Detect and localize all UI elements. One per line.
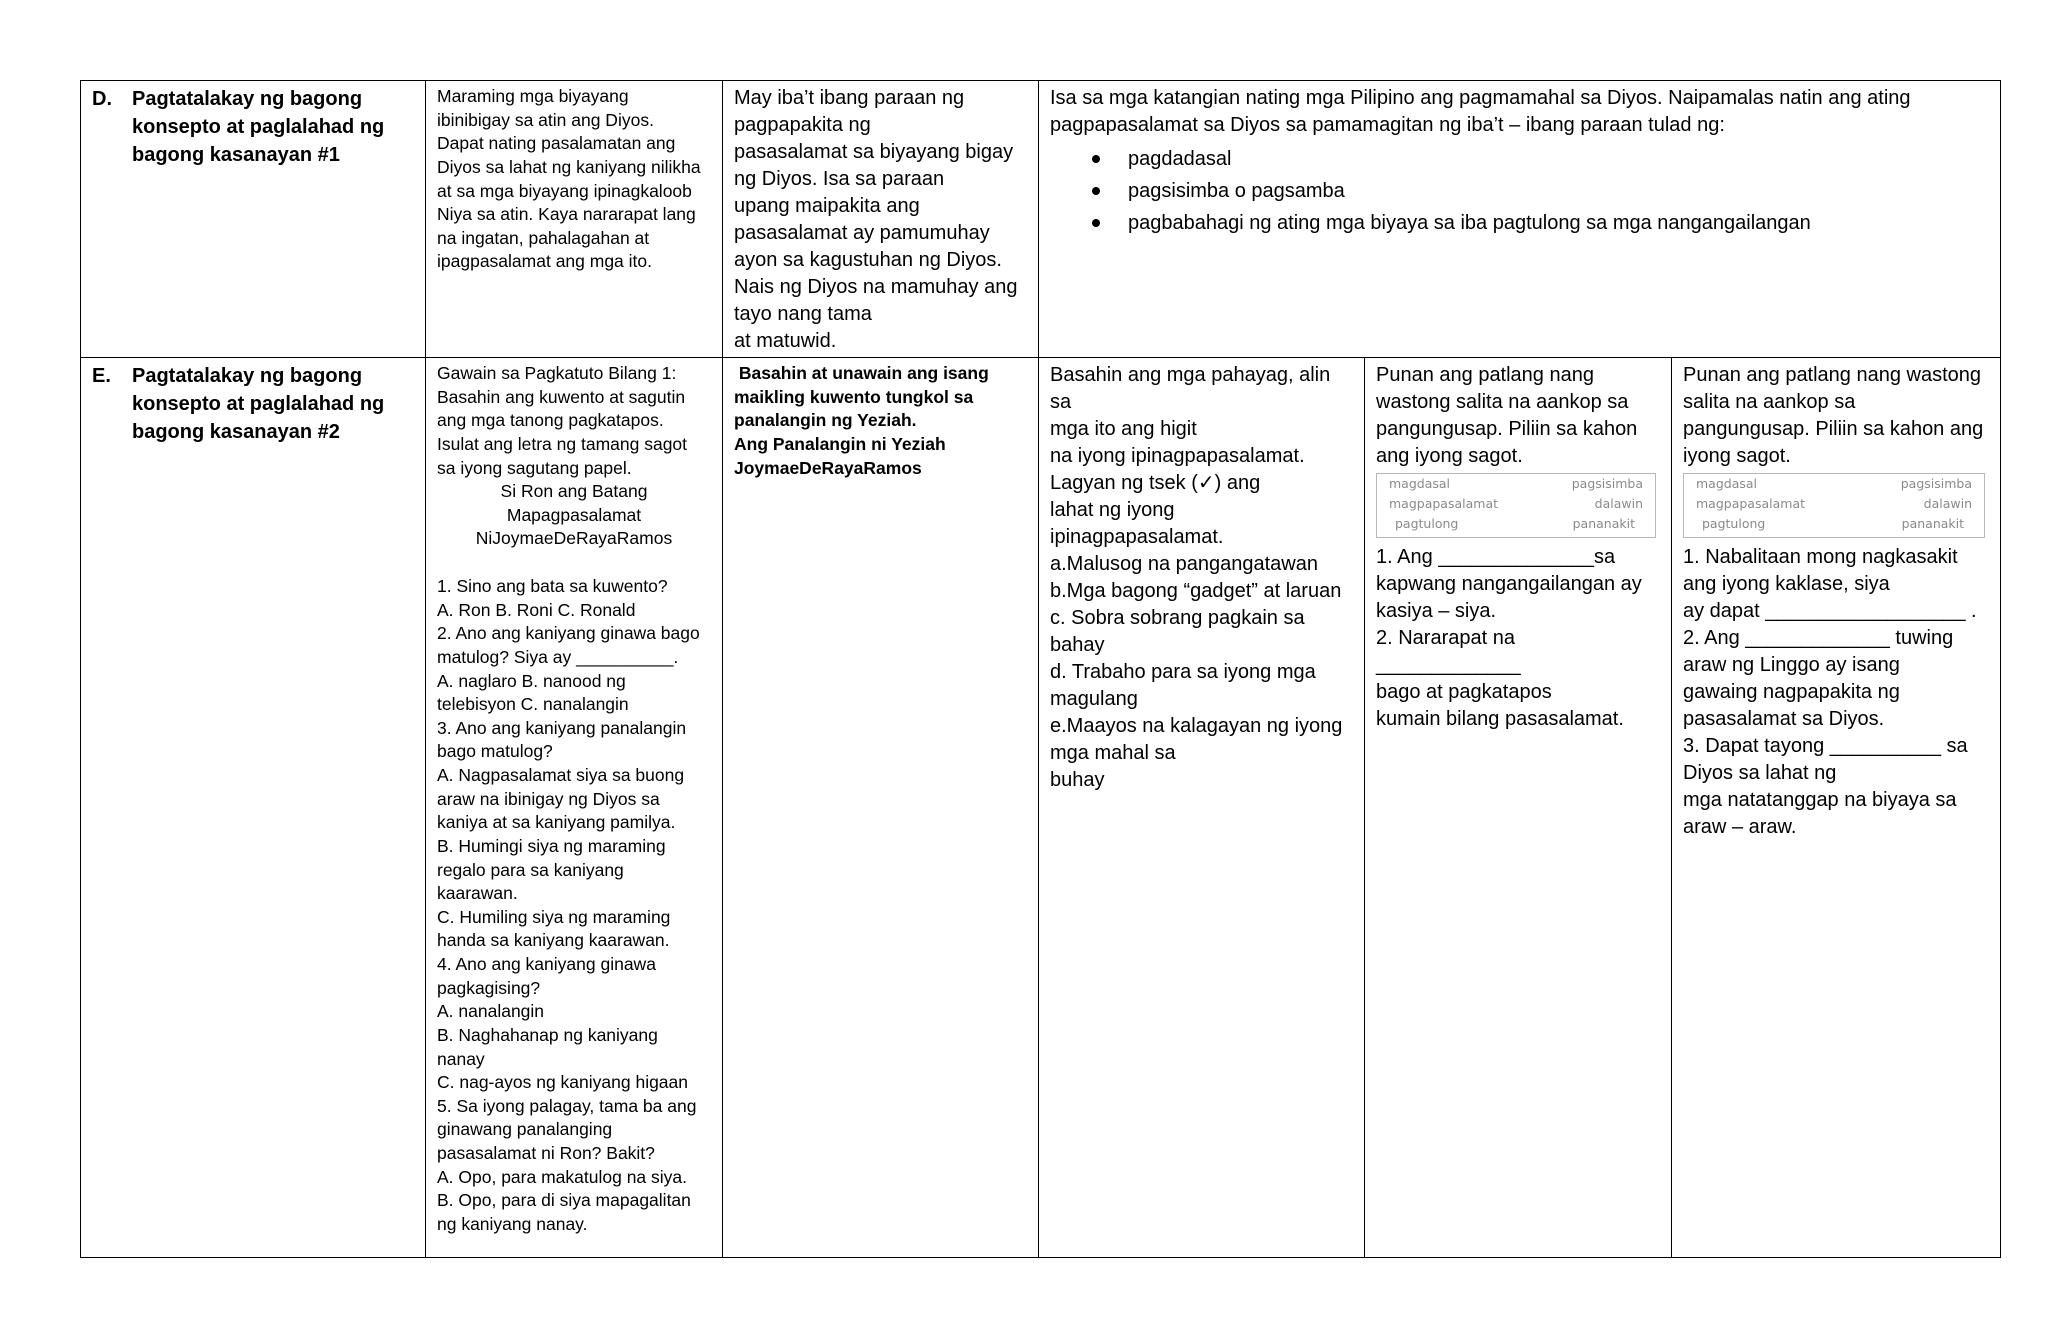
checklist-line: lahat ng iyong	[1050, 499, 1175, 521]
row-d-col2-line: Niya sa atin. Kaya nararapat lang	[437, 204, 696, 225]
fill-blank-intro-line: wastong salita na aankop sa	[1376, 391, 1629, 413]
word-choice: pananakit	[1901, 515, 1965, 531]
fill-blank-item-line: pasasalamat sa Diyos.	[1683, 707, 1885, 730]
row-d-title: Pagtatalakay ng bagong konsepto at paglalahad ng bagong kasanayan #1	[132, 88, 385, 166]
word-choice: pananakit	[1572, 515, 1635, 531]
row-d-intro-line: Isa sa mga katangian nating mga Pilipino ang pagmamahal sa Diyos. Naipamalas natin ang ating	[1050, 87, 1911, 109]
row-d-col3-line: upang maipakita ang	[734, 195, 920, 217]
fill-blank-item-line: bago at pagkatapos	[1376, 680, 1552, 703]
activity-intro-line: sa iyong sagutang papel.	[437, 457, 632, 478]
fill-blank-item-line: 2. Ang _____________ tuwing	[1683, 626, 1954, 649]
fill-blank-intro-line: salita na aankop sa	[1683, 391, 1856, 413]
question-line: 5. Sa iyong palagay, tama ba ang	[437, 1095, 697, 1116]
fill-blank-intro-line: Punan ang patlang nang wastong	[1683, 364, 1982, 386]
row-e-checklist-cell	[1039, 358, 1365, 1258]
question-line: A. Ron B. Roni C. Ronald	[437, 599, 636, 620]
question-line: bago matulog?	[437, 741, 553, 762]
row-d-objective-cell	[426, 81, 723, 358]
question-line: kaniya at sa kaniyang pamilya.	[437, 812, 676, 833]
question-line: B. Humingi siya ng maraming	[437, 835, 666, 856]
fill-blank-intro-line: ang iyong sagot.	[1376, 445, 1523, 467]
story-instruction-line: Basahin at unawain ang isang	[734, 363, 989, 383]
bullet-text: pagdadasal	[1128, 148, 1232, 170]
word-choice: pagsisimba	[1900, 476, 1973, 491]
question-line: 2. Ano ang kaniyang ginawa bago	[437, 623, 700, 644]
table-row-e	[81, 358, 2001, 1258]
story-title: Ang Panalangin ni Yeziah	[734, 433, 946, 454]
story-title-line: Si Ron ang Batang	[500, 481, 648, 502]
fill-blank-intro-line: iyong sagot.	[1683, 445, 1791, 467]
word-choice: pagtulong	[1702, 515, 1766, 531]
word-choice: dalawin	[1923, 495, 1973, 511]
row-d-col3-line: pasasalamat ay pamumuhay	[734, 222, 990, 244]
bullet-item	[1050, 175, 1989, 207]
story-title-line: Mapagpasalamat	[506, 504, 642, 525]
activity-intro-line: Gawain sa Pagkatuto Bilang 1:	[437, 363, 677, 383]
fill-blank-item-line: Diyos sa lahat ng	[1683, 761, 1837, 784]
spacer	[437, 551, 711, 575]
checklist-line: buhay	[1050, 769, 1105, 791]
question-line: araw na ibinigay ng Diyos sa	[437, 788, 660, 809]
question-line: matulog? Siya ay __________.	[437, 646, 679, 667]
checklist-line: d. Trabaho para sa iyong mga	[1050, 661, 1316, 683]
row-d-col3-line: ayon sa kagustuhan ng Diyos.	[734, 249, 1002, 271]
question-line: telebisyon C. nanalangin	[437, 694, 629, 715]
word-choice-box	[1376, 473, 1656, 538]
fill-blank-item-line: araw – araw.	[1683, 815, 1797, 838]
row-d-col2-line: Maraming mga biyayang	[437, 86, 629, 106]
bullet-icon	[1092, 219, 1100, 227]
activity-intro-line: Basahin ang kuwento at sagutin	[437, 386, 686, 407]
row-d-col2-line: Dapat nating pasalamatan ang	[437, 133, 676, 154]
fill-blank-item-line: ay dapat __________________ .	[1683, 599, 1977, 622]
fill-blank-item-line: kasiya – siya.	[1376, 599, 1497, 622]
row-e-fill-blank-cell-1	[1365, 358, 1672, 1258]
question-line: handa sa kaniyang kaarawan.	[437, 930, 670, 951]
question-line: pasasalamat ni Ron? Bakit?	[437, 1143, 655, 1163]
row-d-col3-line: ng Diyos. Isa sa paraan	[734, 168, 945, 190]
checklist-line: e.Maayos na kalagayan ng iyong	[1050, 715, 1343, 737]
checklist-line: na iyong ipinagpapasalamat.	[1050, 445, 1305, 467]
bullet-icon	[1092, 187, 1100, 195]
checklist-line: Basahin ang mga pahayag, alin sa	[1050, 364, 1331, 413]
row-d-col3-line: tayo nang tama	[734, 303, 872, 325]
checklist-line: bahay	[1050, 634, 1105, 656]
question-line: A. Nagpasalamat siya sa buong	[437, 765, 685, 785]
fill-blank-intro-line: pangungusap. Piliin sa kahon ang	[1683, 418, 1984, 440]
fill-blank-item-line: 1. Ang ______________sa	[1376, 545, 1616, 568]
word-choice: dalawin	[1594, 495, 1643, 511]
question-line: nanay	[437, 1048, 485, 1069]
question-line: pagkagising?	[437, 977, 541, 998]
fill-blank-item-line: gawaing nagpapakita ng	[1683, 680, 1900, 703]
question-line: ng kaniyang nanay.	[437, 1213, 588, 1234]
row-e-activity-cell	[426, 358, 723, 1258]
bullet-item	[1050, 143, 1989, 175]
row-d-discussion-cell	[1039, 81, 2001, 358]
question-line: 1. Sino ang bata sa kuwento?	[437, 576, 668, 596]
activity-intro-line: Isulat ang letra ng tamang sagot	[437, 433, 688, 454]
fill-blank-item-line: araw ng Linggo ay isang	[1683, 653, 1900, 676]
row-d-col3-line: at matuwid.	[734, 330, 837, 352]
row-d-col2-line: ipagpasalamat ang mga ito.	[437, 251, 652, 272]
fill-blank-item-line: 1. Nabalitaan mong nagkasakit	[1683, 545, 1958, 568]
bullet-icon	[1092, 155, 1100, 163]
word-choice: magdasal	[1696, 476, 1758, 491]
fill-blank-item-line: 2. Nararapat na _____________	[1376, 626, 1521, 676]
row-d-col3-line: Nais ng Diyos na mamuhay ang	[734, 276, 1018, 298]
row-e-letter: E.	[92, 365, 111, 387]
story-author: NiJoymaeDeRayaRamos	[475, 528, 673, 549]
story-author: JoymaeDeRayaRamos	[734, 457, 922, 478]
question-line: A. nanalangin	[437, 1001, 545, 1022]
question-line: A. naglaro B. nanood ng	[437, 670, 626, 691]
activity-intro-line: ang mga tanong pagkatapos.	[437, 410, 664, 431]
word-choice: pagsisimba	[1571, 476, 1643, 491]
checklist-line: a.Malusog na pangangatawan	[1050, 553, 1318, 575]
word-choice: magdasal	[1389, 476, 1451, 491]
row-d-letter: D.	[92, 88, 112, 110]
question-line: B. Opo, para di siya mapagalitan	[437, 1190, 691, 1211]
question-line: 3. Ano ang kaniyang panalangin	[437, 717, 687, 738]
row-d-intro-line: pagpapasalamat sa Diyos sa pamamagitan ng iba’t – ibang paraan tulad ng:	[1050, 114, 1725, 136]
fill-blank-item-line: kumain bilang pasasalamat.	[1376, 707, 1624, 730]
word-choice: pagtulong	[1395, 515, 1459, 531]
row-e-story-cell	[723, 358, 1039, 1258]
table-row-d	[81, 81, 2001, 358]
fill-blank-item-line: mga natatanggap na biyaya sa	[1683, 788, 1957, 811]
story-instruction-line: panalangin ng Yeziah.	[734, 410, 917, 431]
fill-blank-intro-line: pangungusap. Piliin sa kahon	[1376, 418, 1638, 440]
question-line: B. Naghahanap ng kaniyang	[437, 1024, 658, 1045]
checklist-line: mga ito ang higit	[1050, 418, 1197, 440]
row-d-col3-line: May iba’t ibang paraan ng	[734, 87, 965, 109]
question-line: ginawang panalanging	[437, 1119, 613, 1140]
question-line: kaarawan.	[437, 883, 518, 904]
row-e-fill-blank-cell-2	[1672, 358, 2001, 1258]
word-choice: magpapasalamat	[1696, 495, 1806, 511]
row-e-title: Pagtatalakay ng bagong konsepto at paglalahad ng bagong kasanayan #2	[132, 365, 385, 443]
question-line: C. Humiling siya ng maraming	[437, 906, 671, 927]
story-instruction-line: maikling kuwento tungkol sa	[734, 386, 974, 407]
ways-bullet-list	[1050, 143, 1989, 239]
word-choice: magpapasalamat	[1389, 495, 1499, 511]
checklist-line: mga mahal sa	[1050, 742, 1176, 764]
question-line: C. nag-ayos ng kaniyang higaan	[437, 1072, 689, 1093]
row-d-ways-cell	[723, 81, 1039, 358]
bullet-text: pagsisimba o pagsamba	[1128, 180, 1345, 202]
row-d-col2-line: at sa mga biyayang ipinagkaloob	[437, 180, 692, 201]
row-d-col2-line: na ingatan, pahalagahan at	[437, 227, 650, 248]
row-d-col3-line: pagpapakita ng	[734, 114, 871, 136]
lesson-plan-table	[80, 80, 2001, 1258]
fill-blank-item-line: kapwang nangangailangan ay	[1376, 572, 1642, 595]
fill-blank-item-line: ang iyong kaklase, siya	[1683, 572, 1890, 595]
row-d-header-cell	[81, 81, 426, 358]
row-d-col2-line: ibinibigay sa atin ang Diyos.	[437, 109, 654, 130]
question-line: regalo para sa kaniyang	[437, 859, 624, 880]
bullet-text: pagbabahagi ng ating mga biyaya sa iba pagtulong sa mga nangangailangan	[1128, 212, 1811, 234]
word-choice-box	[1683, 473, 1985, 538]
checklist-line: c. Sobra sobrang pagkain sa	[1050, 607, 1305, 629]
row-e-header-cell	[81, 358, 426, 1258]
checklist-line: Lagyan ng tsek (✓) ang	[1050, 472, 1261, 494]
row-d-col3-line: pasasalamat sa biyayang bigay	[734, 141, 1014, 163]
checklist-line: ipinagpapasalamat.	[1050, 526, 1224, 548]
row-d-col2-line: Diyos sa lahat ng kaniyang nilikha	[437, 156, 701, 177]
checklist-line: b.Mga bagong “gadget” at laruan	[1050, 580, 1342, 602]
checklist-line: magulang	[1050, 688, 1138, 710]
bullet-item	[1050, 207, 1989, 239]
fill-blank-intro-line: Punan ang patlang nang	[1376, 364, 1594, 386]
question-line: 4. Ano ang kaniyang ginawa	[437, 954, 656, 974]
question-line: A. Opo, para makatulog na siya.	[437, 1166, 687, 1187]
fill-blank-item-line: 3. Dapat tayong __________ sa	[1683, 734, 1968, 757]
